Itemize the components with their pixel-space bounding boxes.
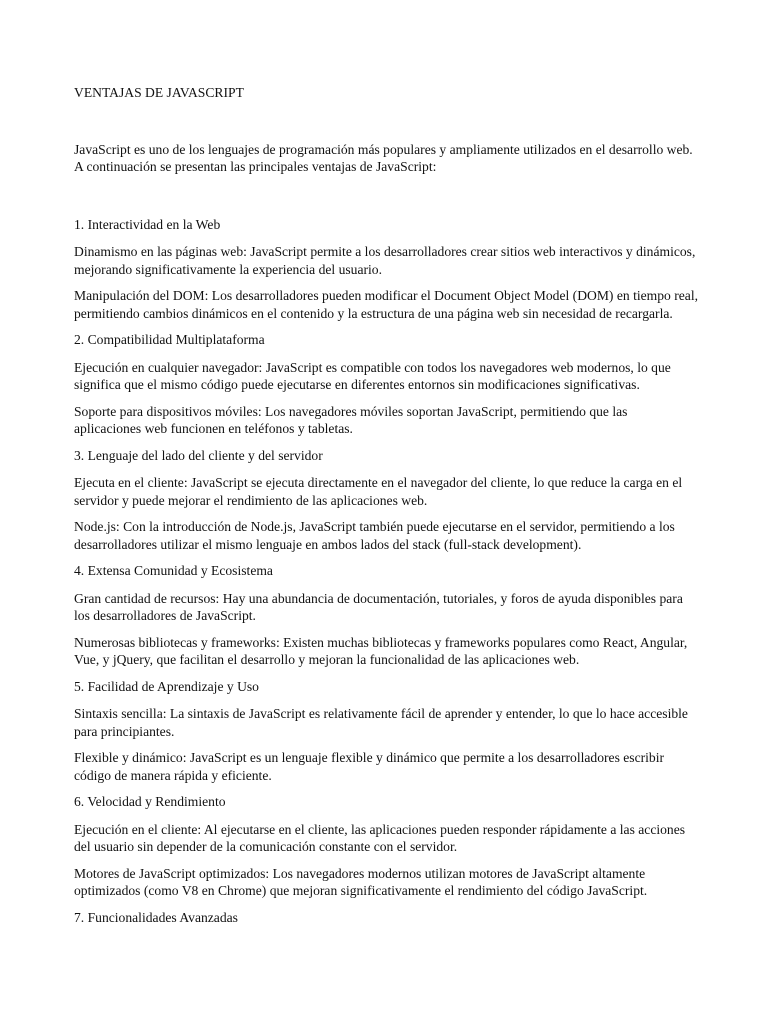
section-paragraph: Dinamismo en las páginas web: JavaScript permite a los desarrolladores crear sitios web interactivos y dinámicos, mejorando significativamente la experiencia del usuario. — [74, 244, 696, 277]
intro-paragraph: JavaScript es uno de los lenguajes de programación más populares y ampliamente utilizados en el desarrollo web. A continuación se presentan las principales ventajas de JavaScript: — [74, 141, 693, 174]
section-paragraph: Soporte para dispositivos móviles: Los navegadores móviles soportan JavaScript, permitiendo que las aplicaciones web funcionen en teléfonos y tabletas. — [74, 403, 628, 436]
section-heading: 4. Extensa Comunidad y Ecosistema — [74, 563, 273, 578]
section-3 — [74, 447, 698, 554]
section-6 — [74, 793, 698, 900]
section-paragraph: Sintaxis sencilla: La sintaxis de JavaScript es relativamente fácil de aprender y entender, lo que lo hace accesible para principiantes. — [74, 706, 688, 739]
section-heading: 5. Facilidad de Aprendizaje y Uso — [74, 678, 259, 694]
section-paragraph: Ejecución en el cliente: Al ejecutarse en el cliente, las aplicaciones pueden responder rápidamente a las acciones del usuario sin depender de la comunicación constante con el servidor. — [74, 821, 686, 854]
section-heading: 3. Lenguaje del lado del cliente y del servidor — [74, 447, 323, 463]
section-7 — [74, 909, 698, 927]
section-paragraph: Node.js: Con la introducción de Node.js, JavaScript también puede ejecutarse en el servidor, permitiendo a los desarrolladores utilizar el mismo lenguaje en ambos lados del stack (full-stack development). — [74, 519, 675, 552]
section-5 — [74, 678, 698, 785]
section-paragraph: Manipulación del DOM: Los desarrolladores pueden modificar el Document Object Model (DOM) en tiempo real, permitiendo cambios dinámicos en el contenido y la estructura de una página web sin necesidad de recargarla. — [74, 288, 698, 321]
section-4 — [74, 562, 698, 669]
section-paragraph: Motores de JavaScript optimizados: Los navegadores modernos utilizan motores de JavaScript altamente optimizados (como V8 en Chrome) que mejoran significativamente el rendimiento del código JavaScript. — [74, 865, 648, 898]
section-paragraph: Flexible y dinámico: JavaScript es un lenguaje flexible y dinámico que permite a los desarrolladores escribir código de manera rápida y eficiente. — [74, 750, 665, 783]
section-heading: 2. Compatibilidad Multiplataforma — [74, 332, 265, 347]
section-paragraph: Ejecuta en el cliente: JavaScript se ejecuta directamente en el navegador del cliente, lo que reduce la carga en el servidor y puede mejorar el rendimiento de las aplicaciones web. — [74, 475, 683, 508]
section-paragraph: Ejecución en cualquier navegador: JavaScript es compatible con todos los navegadores web modernos, lo que significa que el mismo código puede ejecutarse en diferentes entornos sin modificaciones significativas. — [74, 359, 671, 392]
document-title: VENTAJAS DE JAVASCRIPT — [74, 85, 244, 100]
section-2 — [74, 331, 698, 438]
section-paragraph: Gran cantidad de recursos: Hay una abundancia de documentación, tutoriales, y foros de ayuda disponibles para los desarrolladores de JavaScript. — [74, 590, 683, 623]
section-paragraph: Numerosas bibliotecas y frameworks: Existen muchas bibliotecas y frameworks populares como React, Angular, Vue, y jQuery, que facilitan el desarrollo y mejoran la funcionalidad de las aplicaciones web. — [74, 634, 688, 667]
section-1 — [74, 216, 698, 323]
section-heading: 1. Interactividad en la Web — [74, 216, 221, 232]
section-heading: 7. Funcionalidades Avanzadas — [74, 909, 238, 925]
section-heading: 6. Velocidad y Rendimiento — [74, 794, 226, 809]
